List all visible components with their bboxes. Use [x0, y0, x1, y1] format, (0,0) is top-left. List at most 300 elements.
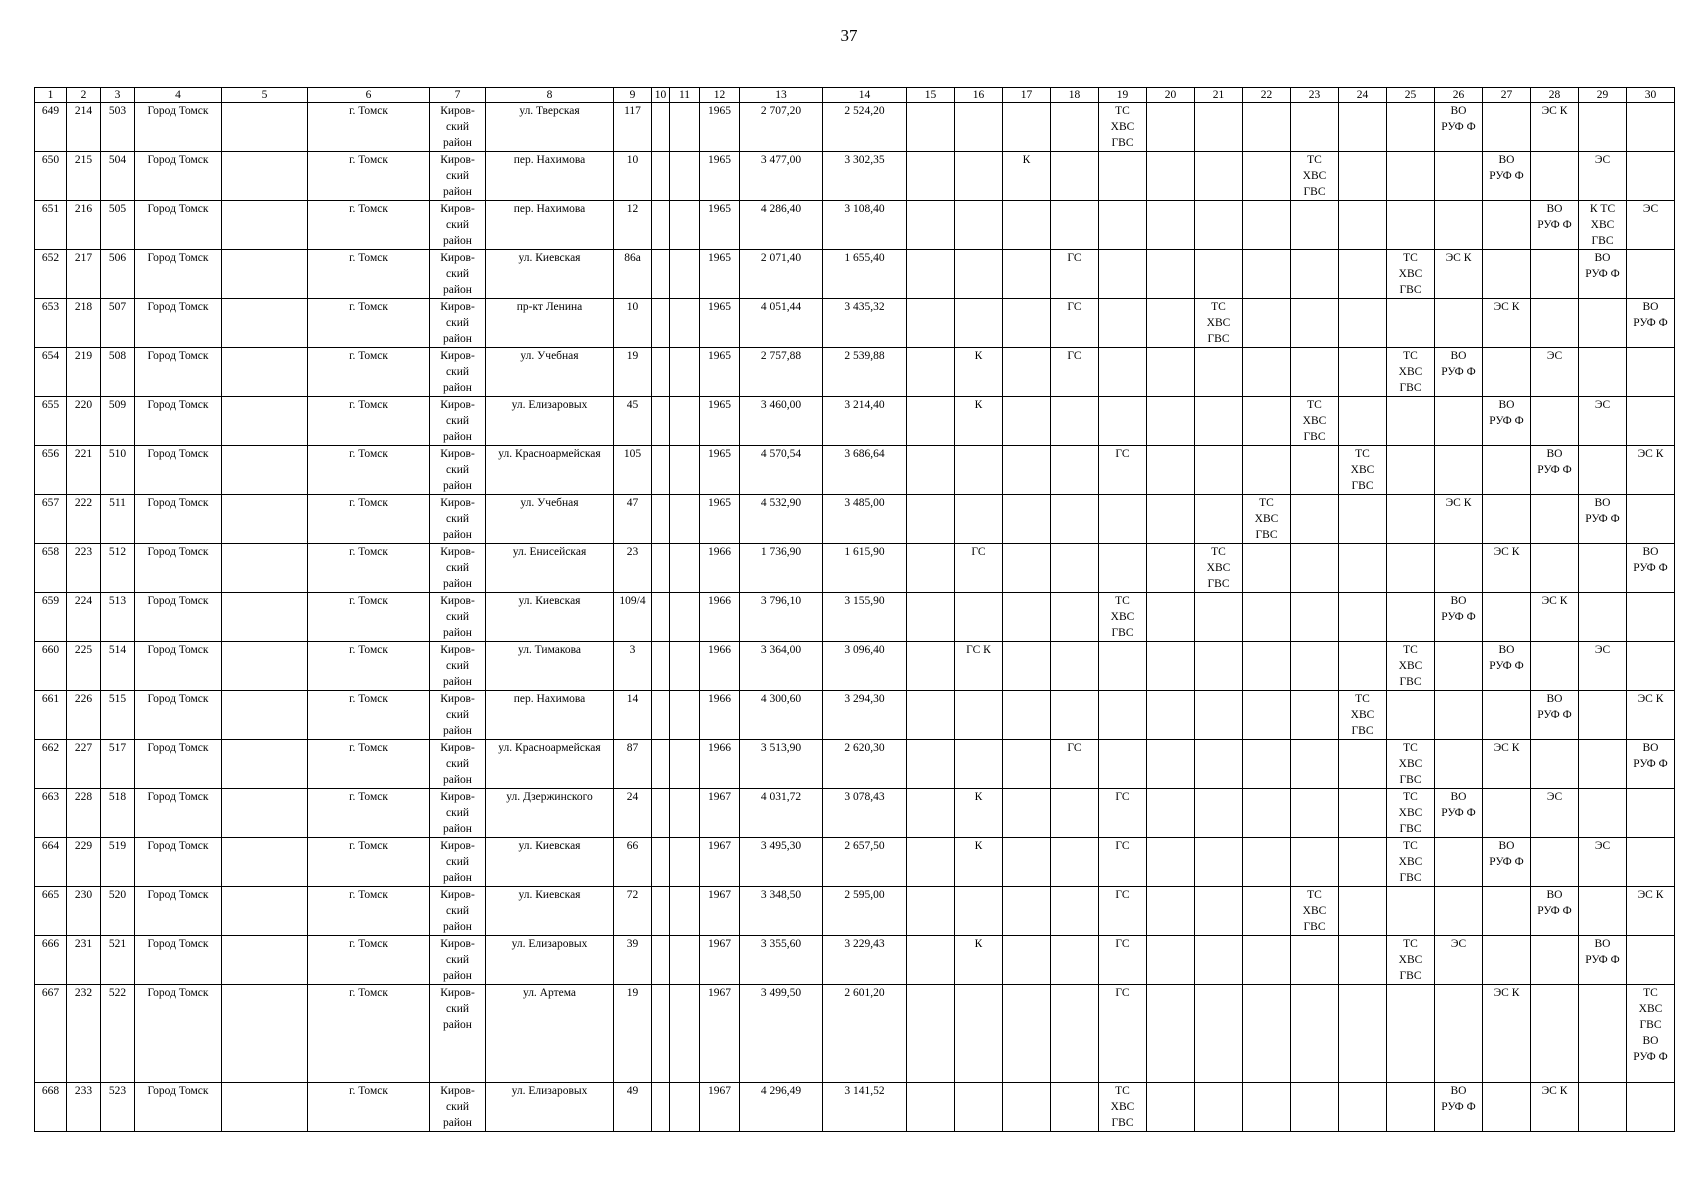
table-cell-col-18	[1051, 985, 1099, 1083]
table-cell-col-9: 86а	[614, 250, 652, 299]
table-row	[35, 642, 1675, 691]
table-cell-col-6: г. Томск	[308, 642, 430, 691]
table-cell-col-27	[1483, 936, 1531, 985]
table-cell-col-23	[1291, 446, 1339, 495]
table-cell-col-3: 523	[101, 1083, 135, 1132]
table-cell-col-21	[1195, 985, 1243, 1083]
table-cell-col-15	[907, 299, 955, 348]
table-cell-col-27	[1483, 495, 1531, 544]
table-cell-col-13: 3 499,50	[740, 985, 823, 1083]
table-cell-col-18	[1051, 789, 1099, 838]
table-cell-col-26	[1435, 446, 1483, 495]
table-cell-col-20	[1147, 201, 1195, 250]
table-cell-col-19	[1099, 642, 1147, 691]
column-header-8: 8	[486, 88, 614, 103]
table-cell-col-7: Киров- ский район	[430, 397, 486, 446]
table-cell-col-16	[955, 299, 1003, 348]
table-cell-col-9: 19	[614, 348, 652, 397]
table-cell-col-6: г. Томск	[308, 691, 430, 740]
table-cell-col-22	[1243, 1083, 1291, 1132]
table-row	[35, 103, 1675, 152]
table-cell-col-11	[670, 348, 700, 397]
table-cell-col-24	[1339, 152, 1387, 201]
table-cell-col-3: 508	[101, 348, 135, 397]
table-cell-col-17	[1003, 446, 1051, 495]
table-cell-col-1: 653	[35, 299, 67, 348]
table-cell-col-6: г. Томск	[308, 887, 430, 936]
table-cell-col-22	[1243, 691, 1291, 740]
table-cell-col-7: Киров- ский район	[430, 887, 486, 936]
table-cell-col-12: 1965	[700, 348, 740, 397]
column-header-1: 1	[35, 88, 67, 103]
table-cell-col-24: ТС ХВС ГВС	[1339, 691, 1387, 740]
table-cell-col-18	[1051, 397, 1099, 446]
table-cell-col-21	[1195, 397, 1243, 446]
table-cell-col-12: 1966	[700, 544, 740, 593]
table-cell-col-7: Киров- ский район	[430, 152, 486, 201]
table-cell-col-17	[1003, 544, 1051, 593]
table-cell-col-2: 218	[67, 299, 101, 348]
table-cell-col-9: 23	[614, 544, 652, 593]
table-cell-col-15	[907, 740, 955, 789]
table-cell-col-21	[1195, 593, 1243, 642]
column-header-15: 15	[907, 88, 955, 103]
column-header-26: 26	[1435, 88, 1483, 103]
table-cell-col-28	[1531, 838, 1579, 887]
table-cell-col-2: 225	[67, 642, 101, 691]
table-cell-col-14: 3 485,00	[823, 495, 907, 544]
table-cell-col-18	[1051, 544, 1099, 593]
table-cell-col-1: 666	[35, 936, 67, 985]
table-cell-col-23	[1291, 103, 1339, 152]
table-cell-col-5	[222, 936, 308, 985]
table-cell-col-30	[1627, 495, 1675, 544]
table-cell-col-26	[1435, 887, 1483, 936]
table-cell-col-25: ТС ХВС ГВС	[1387, 348, 1435, 397]
column-header-11: 11	[670, 88, 700, 103]
table-cell-col-5	[222, 593, 308, 642]
table-cell-col-7: Киров- ский район	[430, 691, 486, 740]
table-cell-col-22	[1243, 446, 1291, 495]
table-cell-col-25: ТС ХВС ГВС	[1387, 250, 1435, 299]
table-row	[35, 201, 1675, 250]
table-cell-col-5	[222, 985, 308, 1083]
table-cell-col-1: 664	[35, 838, 67, 887]
table-cell-col-17	[1003, 495, 1051, 544]
table-cell-col-5	[222, 544, 308, 593]
table-cell-col-27	[1483, 446, 1531, 495]
table-cell-col-7: Киров- ский район	[430, 838, 486, 887]
table-cell-col-28: ВО РУФ Ф	[1531, 887, 1579, 936]
table-cell-col-29	[1579, 691, 1627, 740]
table-cell-col-10	[652, 299, 670, 348]
table-cell-col-23	[1291, 936, 1339, 985]
table-cell-col-28: ВО РУФ Ф	[1531, 201, 1579, 250]
table-cell-col-1: 663	[35, 789, 67, 838]
table-row	[35, 299, 1675, 348]
table-cell-col-14: 2 539,88	[823, 348, 907, 397]
table-cell-col-20	[1147, 152, 1195, 201]
table-row	[35, 544, 1675, 593]
table-cell-col-3: 522	[101, 985, 135, 1083]
table-cell-col-9: 24	[614, 789, 652, 838]
table-cell-col-21	[1195, 642, 1243, 691]
table-cell-col-19	[1099, 201, 1147, 250]
table-cell-col-19	[1099, 152, 1147, 201]
table-cell-col-25	[1387, 1083, 1435, 1132]
register-table	[34, 87, 1675, 1132]
table-cell-col-12: 1966	[700, 691, 740, 740]
table-cell-col-21	[1195, 936, 1243, 985]
table-cell-col-8: ул. Дзержинского	[486, 789, 614, 838]
table-cell-col-19	[1099, 299, 1147, 348]
table-cell-col-13: 2 757,88	[740, 348, 823, 397]
table-cell-col-12: 1967	[700, 985, 740, 1083]
table-cell-col-14: 3 214,40	[823, 397, 907, 446]
table-cell-col-22	[1243, 544, 1291, 593]
column-header-30: 30	[1627, 88, 1675, 103]
table-cell-col-12: 1965	[700, 446, 740, 495]
table-cell-col-25	[1387, 152, 1435, 201]
table-cell-col-10	[652, 250, 670, 299]
table-cell-col-30	[1627, 789, 1675, 838]
table-body	[35, 103, 1675, 1132]
table-cell-col-4: Город Томск	[135, 250, 222, 299]
table-cell-col-6: г. Томск	[308, 201, 430, 250]
table-cell-col-2: 220	[67, 397, 101, 446]
table-cell-col-10	[652, 936, 670, 985]
table-cell-col-25: ТС ХВС ГВС	[1387, 740, 1435, 789]
table-cell-col-8: пер. Нахимова	[486, 201, 614, 250]
table-cell-col-21: ТС ХВС ГВС	[1195, 299, 1243, 348]
table-cell-col-24	[1339, 103, 1387, 152]
table-cell-col-15	[907, 789, 955, 838]
table-cell-col-23	[1291, 495, 1339, 544]
table-cell-col-12: 1965	[700, 152, 740, 201]
table-cell-col-5	[222, 740, 308, 789]
table-cell-col-12: 1965	[700, 495, 740, 544]
table-cell-col-23	[1291, 348, 1339, 397]
table-cell-col-19: ГС	[1099, 838, 1147, 887]
table-row	[35, 446, 1675, 495]
table-cell-col-26	[1435, 152, 1483, 201]
table-cell-col-6: г. Томск	[308, 299, 430, 348]
table-cell-col-9: 109/4	[614, 593, 652, 642]
table-cell-col-19	[1099, 740, 1147, 789]
table-cell-col-29	[1579, 348, 1627, 397]
table-cell-col-21	[1195, 887, 1243, 936]
table-cell-col-16	[955, 593, 1003, 642]
table-cell-col-20	[1147, 740, 1195, 789]
table-cell-col-25	[1387, 985, 1435, 1083]
table-cell-col-7: Киров- ский район	[430, 985, 486, 1083]
table-cell-col-9: 47	[614, 495, 652, 544]
table-cell-col-24	[1339, 838, 1387, 887]
table-cell-col-4: Город Томск	[135, 299, 222, 348]
table-cell-col-6: г. Томск	[308, 740, 430, 789]
table-cell-col-2: 233	[67, 1083, 101, 1132]
table-cell-col-25: ТС ХВС ГВС	[1387, 936, 1435, 985]
table-cell-col-20	[1147, 446, 1195, 495]
table-cell-col-13: 4 031,72	[740, 789, 823, 838]
table-cell-col-12: 1965	[700, 299, 740, 348]
table-cell-col-17: К	[1003, 152, 1051, 201]
table-cell-col-22	[1243, 642, 1291, 691]
table-cell-col-29	[1579, 299, 1627, 348]
table-cell-col-20	[1147, 691, 1195, 740]
table-cell-col-20	[1147, 348, 1195, 397]
table-cell-col-1: 658	[35, 544, 67, 593]
table-cell-col-5	[222, 887, 308, 936]
table-cell-col-15	[907, 936, 955, 985]
table-cell-col-19: ГС	[1099, 936, 1147, 985]
table-cell-col-14: 3 155,90	[823, 593, 907, 642]
table-cell-col-3: 504	[101, 152, 135, 201]
table-cell-col-27: ВО РУФ Ф	[1483, 642, 1531, 691]
table-cell-col-26	[1435, 299, 1483, 348]
table-cell-col-16	[955, 250, 1003, 299]
table-cell-col-3: 519	[101, 838, 135, 887]
table-cell-col-29: ЭС	[1579, 642, 1627, 691]
table-cell-col-4: Город Томск	[135, 936, 222, 985]
table-cell-col-2: 228	[67, 789, 101, 838]
table-cell-col-5	[222, 397, 308, 446]
table-cell-col-29: ЭС	[1579, 838, 1627, 887]
table-cell-col-11	[670, 201, 700, 250]
table-cell-col-19: ГС	[1099, 985, 1147, 1083]
table-cell-col-1: 668	[35, 1083, 67, 1132]
table-cell-col-25	[1387, 299, 1435, 348]
table-cell-col-18	[1051, 887, 1099, 936]
table-cell-col-3: 513	[101, 593, 135, 642]
table-cell-col-10	[652, 1083, 670, 1132]
table-row	[35, 1083, 1675, 1132]
table-cell-col-25: ТС ХВС ГВС	[1387, 642, 1435, 691]
table-cell-col-13: 3 364,00	[740, 642, 823, 691]
table-cell-col-1: 662	[35, 740, 67, 789]
column-header-27: 27	[1483, 88, 1531, 103]
table-cell-col-26	[1435, 985, 1483, 1083]
table-cell-col-16: К	[955, 348, 1003, 397]
table-cell-col-30: ЭС К	[1627, 446, 1675, 495]
table-cell-col-15	[907, 887, 955, 936]
table-cell-col-17	[1003, 838, 1051, 887]
table-cell-col-28	[1531, 397, 1579, 446]
table-cell-col-27	[1483, 593, 1531, 642]
column-header-17: 17	[1003, 88, 1051, 103]
table-cell-col-25	[1387, 544, 1435, 593]
table-cell-col-21	[1195, 789, 1243, 838]
table-cell-col-1: 649	[35, 103, 67, 152]
table-cell-col-17	[1003, 740, 1051, 789]
table-cell-col-27	[1483, 201, 1531, 250]
table-cell-col-29	[1579, 789, 1627, 838]
table-cell-col-6: г. Томск	[308, 1083, 430, 1132]
table-cell-col-3: 521	[101, 936, 135, 985]
table-cell-col-2: 216	[67, 201, 101, 250]
table-cell-col-1: 661	[35, 691, 67, 740]
table-cell-col-14: 3 302,35	[823, 152, 907, 201]
table-cell-col-6: г. Томск	[308, 446, 430, 495]
table-cell-col-25	[1387, 887, 1435, 936]
table-cell-col-18	[1051, 152, 1099, 201]
table-cell-col-17	[1003, 642, 1051, 691]
table-cell-col-2: 227	[67, 740, 101, 789]
table-cell-col-22	[1243, 740, 1291, 789]
table-cell-col-26	[1435, 691, 1483, 740]
table-cell-col-20	[1147, 495, 1195, 544]
table-cell-col-30: ЭС К	[1627, 691, 1675, 740]
table-cell-col-30	[1627, 103, 1675, 152]
table-cell-col-26	[1435, 740, 1483, 789]
table-cell-col-10	[652, 152, 670, 201]
table-cell-col-26: ВО РУФ Ф	[1435, 593, 1483, 642]
table-cell-col-29	[1579, 593, 1627, 642]
table-cell-col-7: Киров- ский район	[430, 495, 486, 544]
table-cell-col-20	[1147, 838, 1195, 887]
table-cell-col-5	[222, 789, 308, 838]
table-cell-col-10	[652, 397, 670, 446]
table-cell-col-19: ТС ХВС ГВС	[1099, 1083, 1147, 1132]
table-cell-col-4: Город Томск	[135, 789, 222, 838]
table-cell-col-12: 1967	[700, 936, 740, 985]
table-cell-col-13: 4 570,54	[740, 446, 823, 495]
column-header-3: 3	[101, 88, 135, 103]
table-cell-col-21	[1195, 201, 1243, 250]
table-cell-col-13: 3 477,00	[740, 152, 823, 201]
table-cell-col-14: 3 078,43	[823, 789, 907, 838]
table-cell-col-7: Киров- ский район	[430, 1083, 486, 1132]
table-cell-col-28	[1531, 544, 1579, 593]
table-cell-col-6: г. Томск	[308, 250, 430, 299]
table-cell-col-17	[1003, 936, 1051, 985]
table-cell-col-9: 3	[614, 642, 652, 691]
table-cell-col-4: Город Томск	[135, 495, 222, 544]
table-cell-col-19: ГС	[1099, 887, 1147, 936]
table-cell-col-28	[1531, 936, 1579, 985]
table-cell-col-20	[1147, 544, 1195, 593]
table-cell-col-12: 1966	[700, 593, 740, 642]
column-header-24: 24	[1339, 88, 1387, 103]
table-cell-col-5	[222, 642, 308, 691]
table-cell-col-3: 515	[101, 691, 135, 740]
table-cell-col-7: Киров- ский район	[430, 250, 486, 299]
table-cell-col-5	[222, 838, 308, 887]
table-cell-col-27	[1483, 348, 1531, 397]
table-cell-col-26	[1435, 397, 1483, 446]
column-header-2: 2	[67, 88, 101, 103]
table-cell-col-25	[1387, 103, 1435, 152]
table-cell-col-3: 517	[101, 740, 135, 789]
table-cell-col-18	[1051, 838, 1099, 887]
table-cell-col-13: 4 051,44	[740, 299, 823, 348]
table-cell-col-14: 2 620,30	[823, 740, 907, 789]
table-cell-col-7: Киров- ский район	[430, 103, 486, 152]
table-cell-col-21: ТС ХВС ГВС	[1195, 544, 1243, 593]
table-cell-col-21	[1195, 740, 1243, 789]
table-cell-col-3: 520	[101, 887, 135, 936]
table-cell-col-22	[1243, 789, 1291, 838]
table-cell-col-14: 3 096,40	[823, 642, 907, 691]
table-cell-col-16	[955, 201, 1003, 250]
table-cell-col-7: Киров- ский район	[430, 201, 486, 250]
table-cell-col-18	[1051, 642, 1099, 691]
table-cell-col-8: ул. Тимакова	[486, 642, 614, 691]
table-cell-col-11	[670, 495, 700, 544]
table-cell-col-17	[1003, 348, 1051, 397]
table-cell-col-20	[1147, 103, 1195, 152]
table-cell-col-13: 3 796,10	[740, 593, 823, 642]
table-cell-col-16	[955, 691, 1003, 740]
table-cell-col-20	[1147, 1083, 1195, 1132]
table-cell-col-5	[222, 299, 308, 348]
table-cell-col-13: 4 300,60	[740, 691, 823, 740]
table-cell-col-23	[1291, 985, 1339, 1083]
column-header-18: 18	[1051, 88, 1099, 103]
table-cell-col-14: 3 686,64	[823, 446, 907, 495]
table-cell-col-29: ВО РУФ Ф	[1579, 250, 1627, 299]
table-cell-col-22	[1243, 985, 1291, 1083]
table-cell-col-28	[1531, 250, 1579, 299]
table-cell-col-26: ВО РУФ Ф	[1435, 103, 1483, 152]
table-cell-col-13: 3 513,90	[740, 740, 823, 789]
table-cell-col-22	[1243, 201, 1291, 250]
table-cell-col-9: 87	[614, 740, 652, 789]
table-cell-col-26: ВО РУФ Ф	[1435, 789, 1483, 838]
table-cell-col-4: Город Томск	[135, 544, 222, 593]
column-header-5: 5	[222, 88, 308, 103]
table-cell-col-3: 507	[101, 299, 135, 348]
table-cell-col-24: ТС ХВС ГВС	[1339, 446, 1387, 495]
table-cell-col-21	[1195, 103, 1243, 152]
table-cell-col-19	[1099, 348, 1147, 397]
table-cell-col-28: ЭС К	[1531, 1083, 1579, 1132]
table-cell-col-13: 4 286,40	[740, 201, 823, 250]
table-cell-col-1: 652	[35, 250, 67, 299]
table-cell-col-14: 1 655,40	[823, 250, 907, 299]
table-cell-col-2: 223	[67, 544, 101, 593]
table-cell-col-24	[1339, 936, 1387, 985]
table-cell-col-16	[955, 740, 1003, 789]
table-cell-col-24	[1339, 495, 1387, 544]
table-cell-col-8: ул. Тверская	[486, 103, 614, 152]
table-cell-col-16: ГС	[955, 544, 1003, 593]
table-cell-col-5	[222, 495, 308, 544]
table-cell-col-23	[1291, 250, 1339, 299]
table-row	[35, 691, 1675, 740]
table-cell-col-15	[907, 397, 955, 446]
table-cell-col-6: г. Томск	[308, 495, 430, 544]
column-header-4: 4	[135, 88, 222, 103]
table-cell-col-24	[1339, 642, 1387, 691]
table-cell-col-22	[1243, 838, 1291, 887]
table-cell-col-30: ВО РУФ Ф	[1627, 740, 1675, 789]
table-cell-col-27: ЭС К	[1483, 299, 1531, 348]
table-cell-col-4: Город Томск	[135, 642, 222, 691]
table-cell-col-26: ЭС К	[1435, 250, 1483, 299]
table-cell-col-16	[955, 887, 1003, 936]
table-cell-col-27: ВО РУФ Ф	[1483, 397, 1531, 446]
table-cell-col-1: 654	[35, 348, 67, 397]
table-cell-col-16: К	[955, 789, 1003, 838]
table-cell-col-11	[670, 642, 700, 691]
table-cell-col-16: К	[955, 838, 1003, 887]
table-cell-col-21	[1195, 495, 1243, 544]
table-cell-col-17	[1003, 103, 1051, 152]
table-cell-col-1: 651	[35, 201, 67, 250]
table-cell-col-18	[1051, 103, 1099, 152]
table-cell-col-26: ВО РУФ Ф	[1435, 348, 1483, 397]
